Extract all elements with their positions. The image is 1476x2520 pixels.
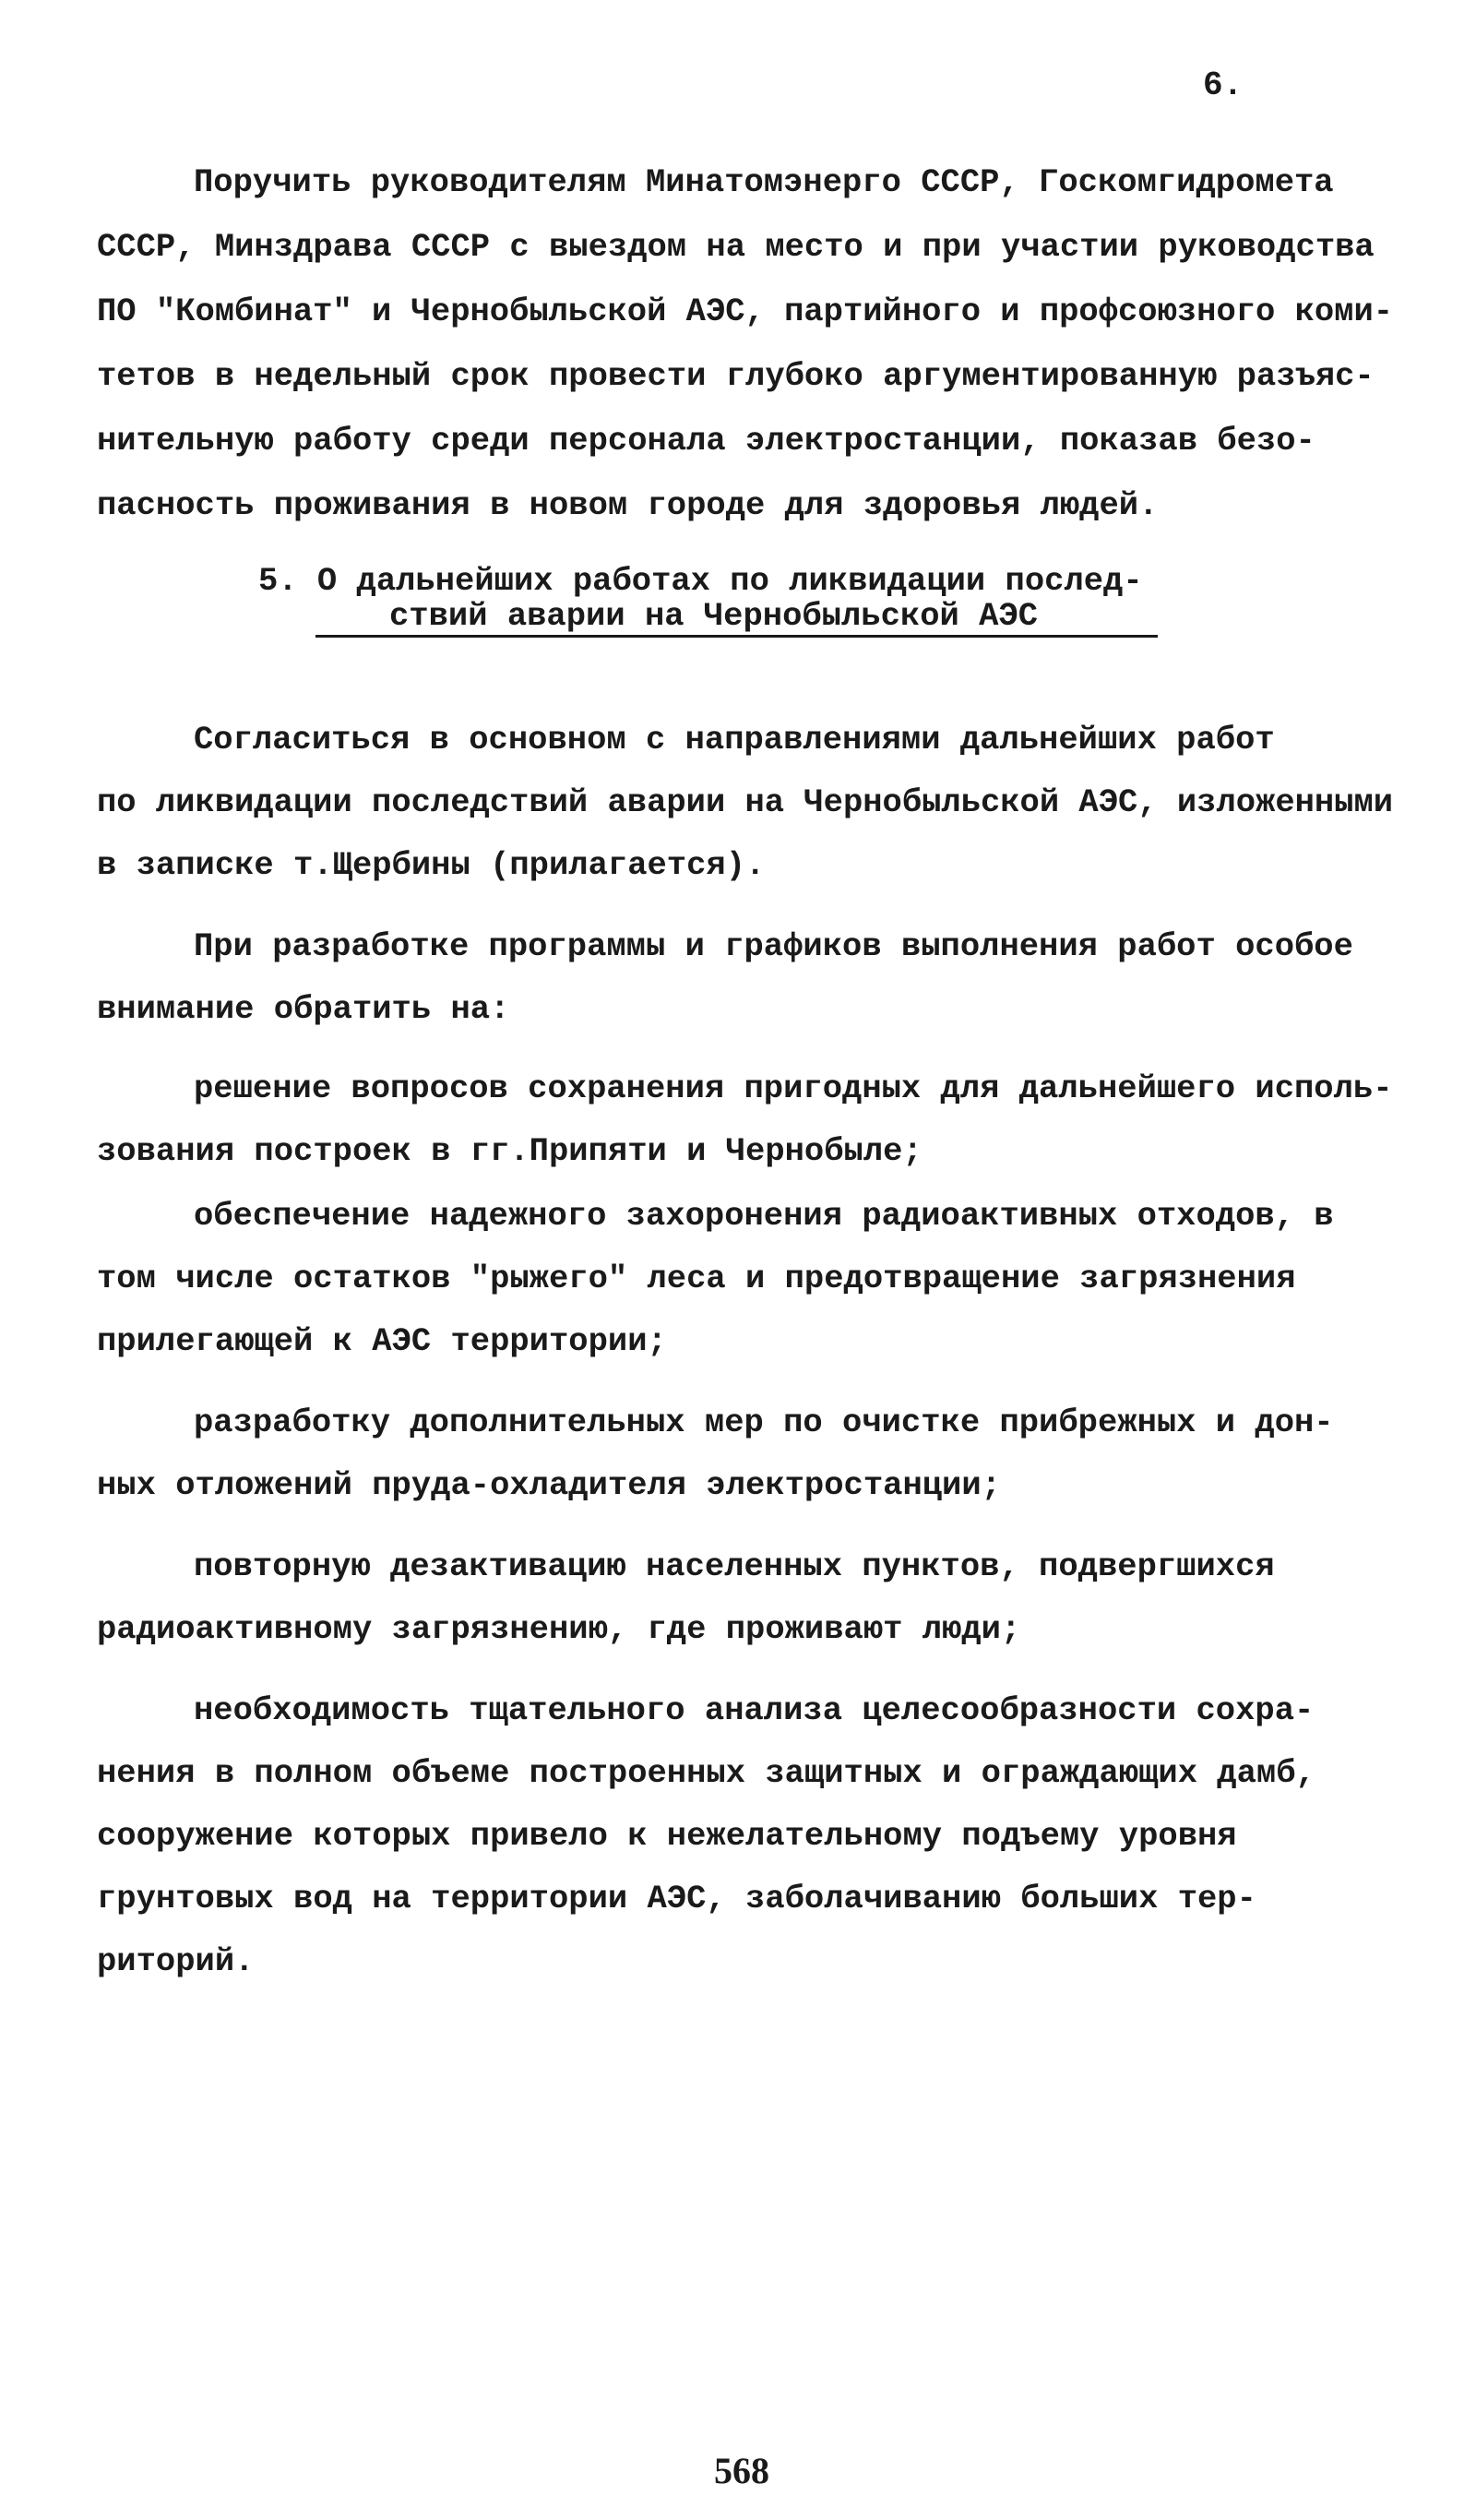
text-line: ных отложений пруда-охладителя электростанции; (97, 1466, 1001, 1504)
text-line: При разработке программы и графиков выполнения работ особое (194, 927, 1353, 965)
text-line: разработку дополнительных мер по очистке прибрежных и дон- (194, 1403, 1334, 1441)
text-line: внимание обратить на: (97, 990, 510, 1028)
text-line: Согласиться в основном с направлениями дальнейших работ (194, 721, 1275, 758)
text-line: зования построек в гг.Припяти и Чернобыле; (97, 1132, 922, 1170)
text-line: нительную работу среди персонала электростанции, показав безо- (97, 422, 1315, 460)
page-folio: 568 (714, 2450, 769, 2491)
text-line: по ликвидации последствий аварии на Чернобыльской АЭС, изложенными (97, 783, 1394, 821)
text-line: риторий. (97, 1942, 255, 1980)
text-line: необходимость тщательного анализа целесообразности сохра- (194, 1691, 1315, 1729)
text-line: в записке т.Щербины (прилагается). (97, 846, 766, 884)
section-heading-line: 5. О дальнейших работах по ликвидации послед- (258, 562, 1143, 600)
text-line: обеспечение надежного захоронения радиоактивных отходов, в (194, 1197, 1334, 1235)
text-line: нения в полном объеме построенных защитных и ограждающих дамб, (97, 1754, 1315, 1792)
text-line: прилегающей к АЭС территории; (97, 1322, 667, 1360)
text-line: Поручить руководителям Минатомэнерго СССР, Госкомгидромета (194, 163, 1334, 201)
text-line: повторную дезактивацию населенных пунктов, подвергшихся (194, 1547, 1275, 1585)
text-line: СССР, Минздрава СССР с выездом на место и при участии руководства (97, 228, 1375, 266)
section-heading-line: ствий аварии на Чернобыльской АЭС (389, 597, 1039, 635)
text-line: пасность проживания в новом городе для здоровья людей. (97, 486, 1159, 524)
heading-underline (315, 635, 1158, 638)
text-line: сооружение которых привело к нежелательному подъему уровня (97, 1817, 1237, 1855)
text-line: ПО "Комбинат" и Чернобыльской АЭС, партийного и профсоюзного коми- (97, 293, 1394, 330)
text-line: тетов в недельный срок провести глубоко аргументированную разъяс- (97, 357, 1375, 395)
text-line: грунтовых вод на территории АЭС, заболачиванию больших тер- (97, 1880, 1256, 1917)
page-number: 6. (1203, 66, 1244, 104)
text-line: том числе остатков "рыжего" леса и предотвращение загрязнения (97, 1260, 1296, 1297)
text-line: решение вопросов сохранения пригодных для дальнейшего исполь- (194, 1069, 1393, 1107)
text-line: радиоактивному загрязнению, где проживают люди; (97, 1610, 1021, 1648)
